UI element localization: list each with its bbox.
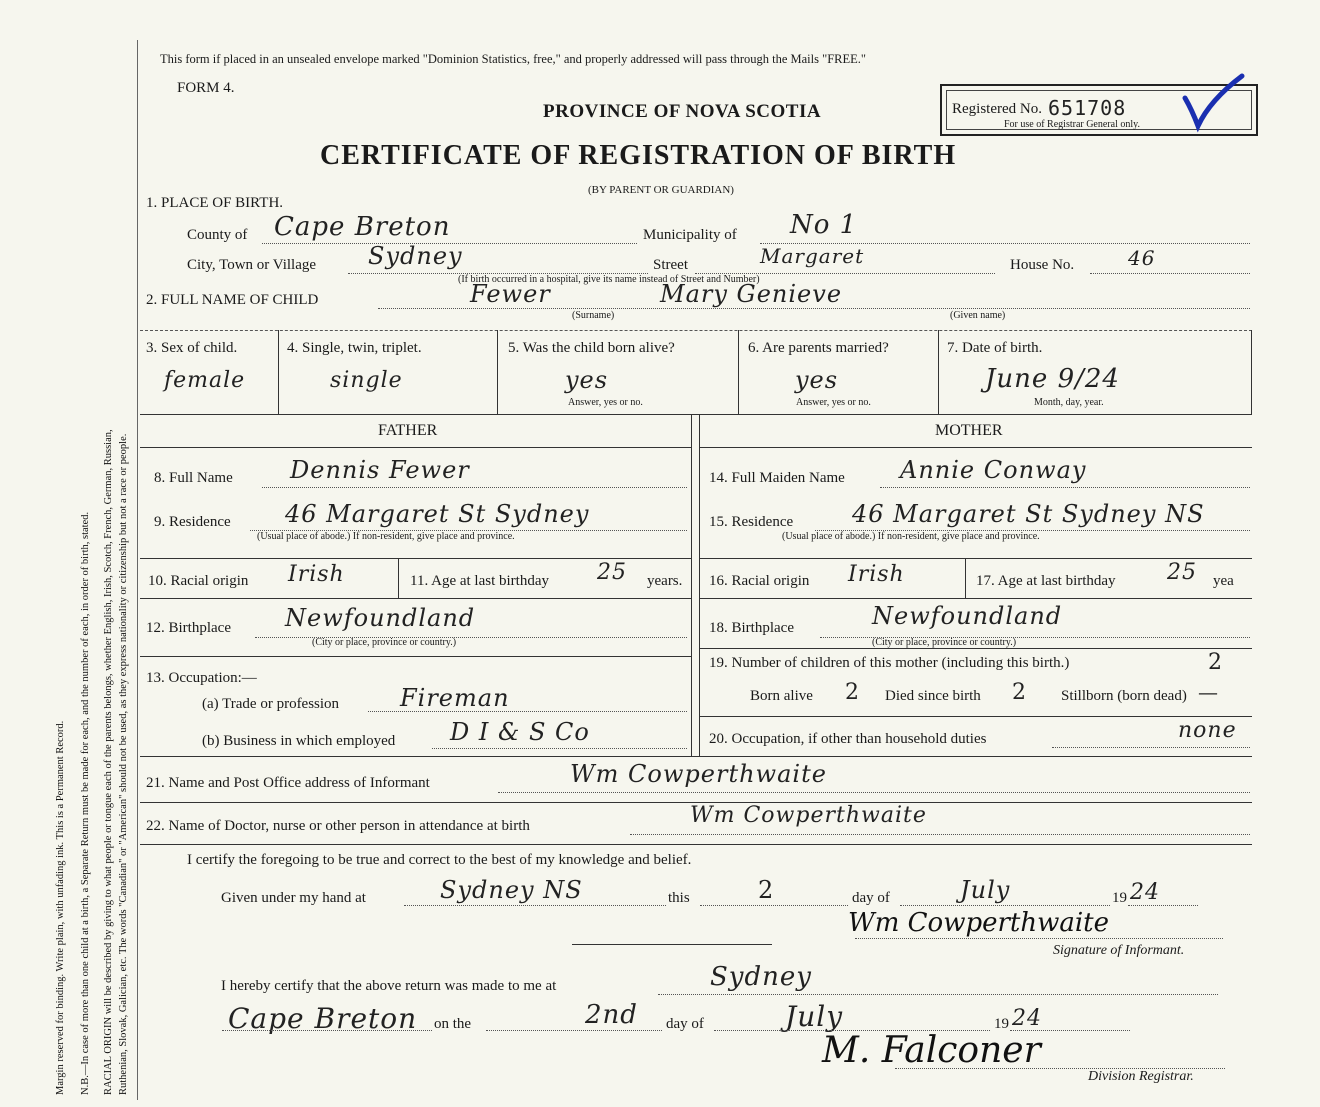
day-of-label-2: day of [666, 1016, 704, 1032]
informant-value: Wm Cowperthwaite [570, 760, 827, 788]
married-value: yes [795, 366, 839, 394]
year-prefix-label: 19 [1112, 890, 1127, 906]
sex-value: female [164, 368, 246, 393]
certificate-subtitle: (BY PARENT OR GUARDIAN) [588, 184, 734, 196]
mother-age-value: 25 [1167, 560, 1197, 585]
house-value: 46 [1128, 246, 1156, 270]
surname-value: Fewer [470, 280, 551, 308]
given-day-value: 2 [758, 876, 775, 904]
given-under-label: Given under my hand at [221, 890, 366, 906]
mother-name-value: Annie Conway [900, 456, 1087, 484]
mother-occupation-label: 20. Occupation, if other than household duties [709, 731, 987, 747]
trade-label: (a) Trade or profession [202, 696, 340, 712]
father-race-label: 10. Racial origin [148, 573, 249, 589]
place-of-birth-label: 1. PLACE OF BIRTH. [146, 195, 284, 211]
dob-value: June 9/24 [985, 364, 1120, 394]
mother-residence-label: 15. Residence [709, 514, 794, 530]
born-alive-label: 5. Was the child born alive? [508, 340, 675, 356]
county-label: County of [187, 227, 248, 243]
made-county-value: Cape Breton [228, 1002, 418, 1035]
father-residence-note: (Usual place of abode.) If non-resident, give place and province. [257, 531, 515, 542]
registered-number: 651708 [1048, 96, 1127, 120]
mother-race-value: Irish [848, 562, 905, 587]
this-label: this [668, 890, 690, 906]
made-year-value: 24 [1012, 1006, 1042, 1031]
margin-multiple-births-note: N.B.—In case of more than one child at a birth, a Separate Return must be made for each, and the number of each, in order of birth, stated. [80, 511, 91, 1095]
doctor-value: Wm Cowperthwaite [690, 803, 927, 828]
day-of-label: day of [852, 890, 890, 906]
hospital-note: (If birth occurred in a hospital, give its name instead of Street and Number) [458, 274, 760, 285]
mother-age-label: 17. Age at last birthday [976, 573, 1116, 589]
father-race-value: Irish [288, 562, 345, 587]
made-day-value: 2nd [585, 1000, 638, 1030]
province-heading: PROVINCE OF NOVA SCOTIA [543, 101, 822, 122]
died-count-label: Died since birth [885, 688, 981, 704]
mother-residence-note: (Usual place of abode.) If non-resident, give place and province. [782, 531, 1040, 542]
division-registrar-caption: Division Registrar. [1088, 1069, 1194, 1084]
married-note: Answer, yes or no. [796, 397, 871, 408]
municipality-label: Municipality of [643, 227, 737, 243]
house-label: House No. [1010, 257, 1075, 273]
made-month-value: July [785, 1000, 844, 1033]
dob-label: 7. Date of birth. [947, 340, 1043, 356]
sex-label: 3. Sex of child. [146, 340, 238, 356]
city-label: City, Town or Village [187, 257, 317, 273]
business-label: (b) Business in which employed [202, 733, 396, 749]
died-count-value: 2 [1012, 680, 1027, 705]
mother-residence-value: 46 Margaret St Sydney NS [852, 500, 1205, 528]
street-label: Street [653, 257, 688, 273]
informant-signature: Wm Cowperthwaite [848, 908, 1110, 938]
made-at-value: Sydney [710, 962, 812, 992]
plurality-value: single [330, 368, 403, 393]
mother-age-unit: yea [1213, 573, 1234, 589]
father-age-value: 25 [597, 560, 627, 585]
full-name-label: 2. FULL NAME OF CHILD [146, 292, 319, 308]
year-prefix-label-2: 19 [994, 1016, 1009, 1032]
margin-binding-note: Margin reserved for binding. Write plain, with unfading ink. This is a Permanent Record. [55, 720, 66, 1095]
registrar-signature: M. Falconer [822, 1030, 1041, 1071]
occupation-label: 13. Occupation:— [146, 670, 257, 686]
margin-racial-origin-note-1: RACIAL ORIGIN will be described by giving to what people or tongue each of the parents belongs, whether English, Irish, Scotch, French, German, Russian, [103, 429, 114, 1095]
form-number: FORM 4. [177, 80, 235, 96]
father-birthplace-note: (City or place, province or country.) [312, 637, 457, 648]
given-at-value: Sydney NS [440, 876, 583, 904]
mother-occupation-value: none [1178, 718, 1237, 743]
stillborn-label: Stillborn (born dead) [1061, 688, 1187, 704]
born-alive-value: yes [565, 366, 609, 394]
given-year-value: 24 [1130, 880, 1160, 905]
check-mark-icon [1180, 70, 1250, 140]
father-age-label: 11. Age at last birthday [410, 573, 549, 589]
certificate-title: CERTIFICATE OF REGISTRATION OF BIRTH [320, 140, 957, 171]
binding-margin-line [137, 40, 138, 1100]
children-count-label: 19. Number of children of this mother (including this birth.) [709, 655, 1070, 671]
father-age-unit: years. [647, 573, 683, 589]
married-label: 6. Are parents married? [748, 340, 889, 356]
mother-birthplace-value: Newfoundland [872, 602, 1063, 630]
father-heading: FATHER [378, 422, 438, 439]
street-value: Margaret [760, 244, 865, 268]
business-value: D I & S Co [450, 718, 590, 746]
county-value: Cape Breton [274, 212, 451, 242]
mother-name-label: 14. Full Maiden Name [709, 470, 845, 486]
registered-label: Registered No. [952, 101, 1042, 117]
dob-note: Month, day, year. [1034, 397, 1104, 408]
margin-racial-origin-note-2: Ruthenian, Slovak, Galician, etc. The words "Canadian" or "American" should not be used, as they express nationality or citizenship but not a race or people. [118, 433, 129, 1095]
municipality-value: No 1 [790, 210, 858, 240]
born-alive-count-label: Born alive [750, 688, 813, 704]
father-residence-value: 46 Margaret St Sydney [285, 500, 590, 528]
father-name-value: Dennis Fewer [290, 456, 470, 484]
hereby-certify-label: I hereby certify that the above return was made to me at [221, 978, 557, 994]
born-alive-count-value: 2 [845, 680, 860, 705]
mother-heading: MOTHER [935, 422, 1003, 439]
mother-birthplace-label: 18. Birthplace [709, 620, 794, 636]
trade-value: Fireman [400, 684, 510, 712]
stillborn-value: — [1198, 680, 1219, 704]
surname-caption: (Surname) [572, 310, 615, 321]
mother-race-label: 16. Racial origin [709, 573, 810, 589]
certify-statement: I certify the foregoing to be true and correct to the best of my knowledge and belief. [187, 852, 692, 868]
informant-label: 21. Name and Post Office address of Informant [146, 775, 430, 791]
given-name-value: Mary Genieve [660, 280, 843, 308]
children-count-value: 2 [1208, 650, 1223, 675]
doctor-label: 22. Name of Doctor, nurse or other person in attendance at birth [146, 818, 530, 834]
plurality-label: 4. Single, twin, triplet. [287, 340, 422, 356]
postal-notice: This form if placed in an unsealed envelope marked "Dominion Statistics, free," and properly addressed will pass through the Mails "FREE." [160, 52, 867, 66]
registrar-note: For use of Registrar General only. [1004, 119, 1140, 130]
given-name-caption: (Given name) [950, 310, 1006, 321]
given-month-value: July [960, 876, 1011, 904]
city-value: Sydney [368, 242, 463, 270]
father-residence-label: 9. Residence [154, 514, 231, 530]
mother-birthplace-note: (City or place, province or country.) [872, 637, 1017, 648]
father-name-label: 8. Full Name [154, 470, 233, 486]
on-the-label: on the [434, 1016, 472, 1032]
informant-signature-caption: Signature of Informant. [1053, 943, 1185, 958]
born-alive-note: Answer, yes or no. [568, 397, 643, 408]
father-birthplace-value: Newfoundland [285, 604, 476, 632]
father-birthplace-label: 12. Birthplace [146, 620, 231, 636]
